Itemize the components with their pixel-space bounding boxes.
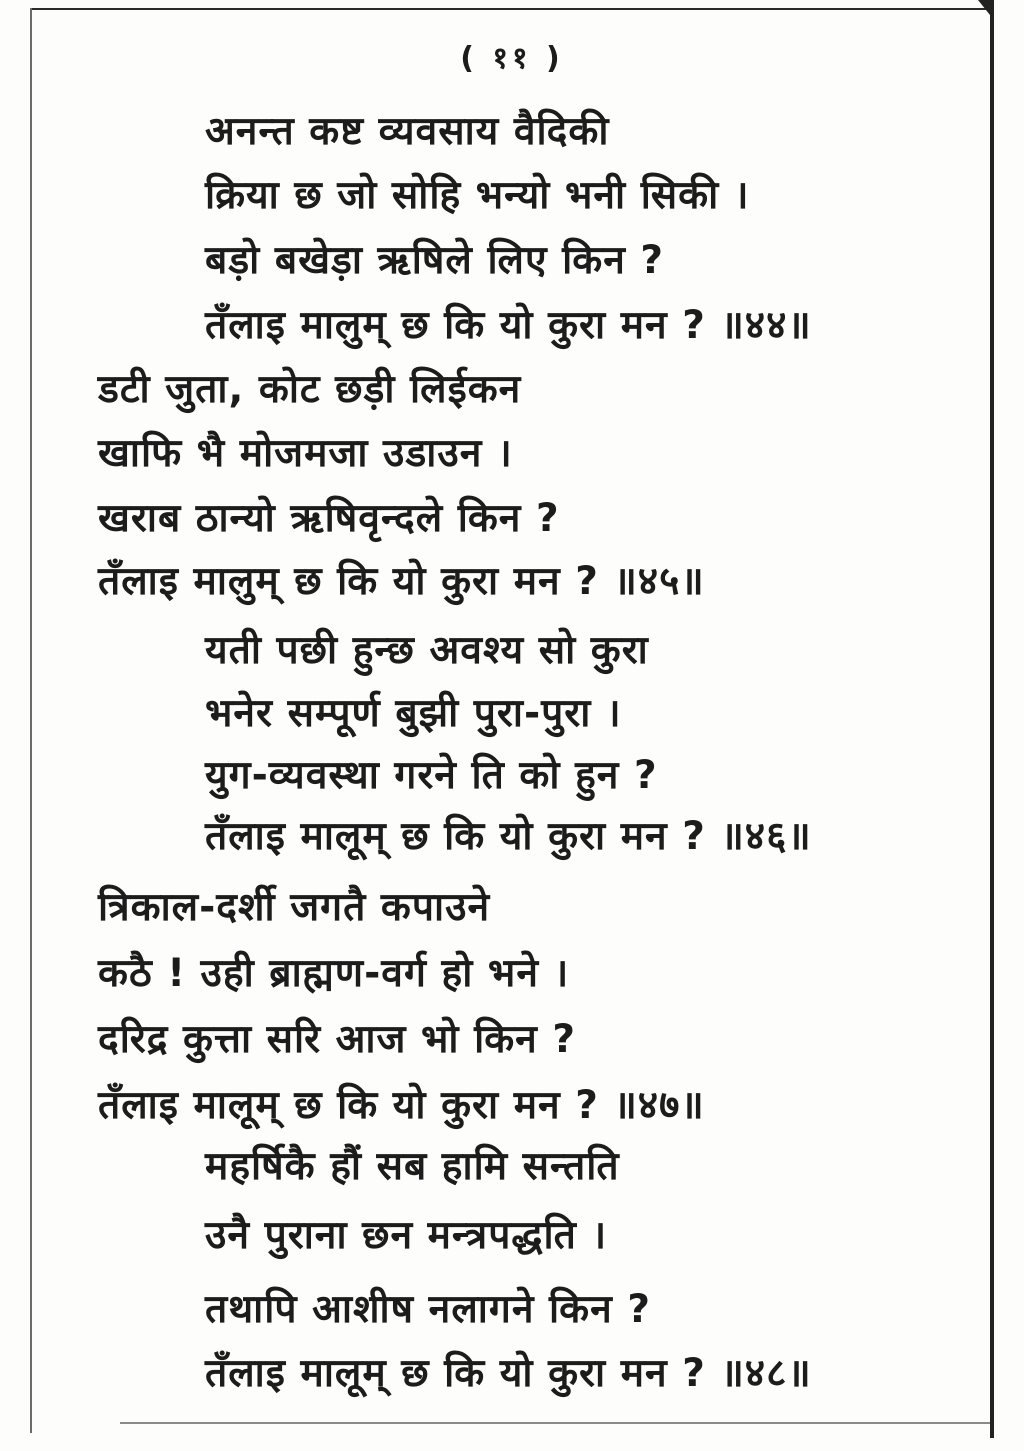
- verse-line: क्रिया छ जो सोहि भन्यो भनी सिकी ।: [205, 173, 750, 218]
- verse-line: महर्षिकै हौं सब हामि सन्तति: [205, 1144, 620, 1189]
- verse-line: खराब ठान्यो ऋषिवृन्दले किन ?: [98, 496, 560, 541]
- verse-line: तथापि आशीष नलागने किन ?: [205, 1287, 651, 1332]
- verse-line: तँलाइ मालुम् छ कि यो कुरा मन ? ॥४५॥: [98, 559, 705, 604]
- verse-line: दरिद्र कुत्ता सरि आज भो किन ?: [98, 1017, 576, 1062]
- verse-line: यती पछी हुन्छ अवश्य सो कुरा: [205, 628, 649, 673]
- page-left-edge: [30, 8, 32, 1433]
- verse-line: भनेर सम्पूर्ण बुझी पुरा-पुरा ।: [205, 691, 622, 736]
- verse-line: तँलाइ मालूम् छ कि यो कुरा मन ? ॥४८॥: [205, 1351, 812, 1396]
- verse-line: त्रिकाल-दर्शी जगतै कपाउने: [98, 885, 491, 930]
- verse-line: उनै पुराना छन मन्त्रपद्धति ।: [205, 1213, 608, 1258]
- page-corner-mark: [978, 0, 994, 20]
- page-number: ( ११ ): [460, 41, 564, 76]
- verse-line: खाफि भै मोजमजा उडाउन ।: [98, 431, 513, 476]
- verse-line: कठै ! उही ब्राह्मण-वर्ग हो भने ।: [98, 951, 570, 996]
- page-right-edge: [990, 8, 994, 1438]
- verse-line: अनन्त कष्ट व्यवसाय वैदिकी: [205, 109, 610, 154]
- verse-line: डटी जुता, कोट छड़ी लिईकन: [98, 367, 522, 412]
- verse-line: तँलाइ मालूम् छ कि यो कुरा मन ? ॥४७॥: [98, 1083, 705, 1128]
- verse-line: तँलाइ मालूम् छ कि यो कुरा मन ? ॥४६॥: [205, 814, 812, 859]
- verse-line: बड़ो बखेड़ा ऋषिले लिए किन ?: [205, 238, 665, 283]
- verse-line: तँलाइ मालुम् छ कि यो कुरा मन ? ॥४४॥: [205, 303, 812, 348]
- page-bottom-edge: [120, 1422, 990, 1424]
- page-top-edge: [30, 8, 990, 10]
- verse-line: युग-व्यवस्था गरने ति को हुन ?: [205, 753, 658, 798]
